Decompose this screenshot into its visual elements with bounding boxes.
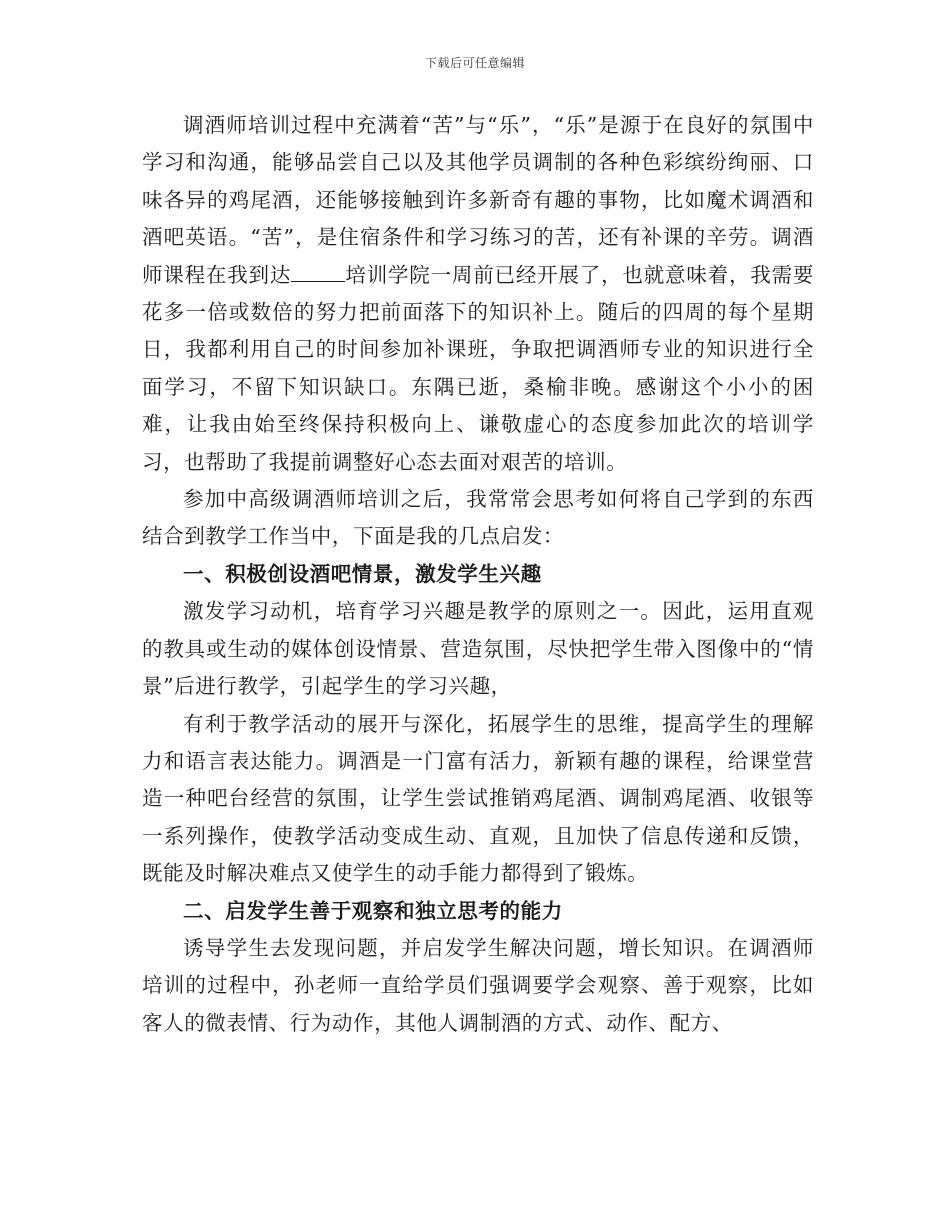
fill-in-blank — [291, 263, 345, 282]
paragraph-4: 有利于教学活动的展开与深化，拓展学生的思维，提高学生的理解力和语言表达能力。调酒是一门富有活力，新颖有趣的课程，给课堂营造一种吧台经营的氛围，让学生尝试推销鸡尾酒、调制鸡尾酒、收银等一系列操作，使教学活动变成生动、直观，且加快了信息传递和反馈，既能及时解决难点又使学生的动手能力都得到了锻炼。 — [142, 711, 814, 886]
section-heading-1: 一、积极创设酒吧情景，激发学生兴趣 — [183, 561, 542, 586]
paragraph-1 — [142, 107, 814, 481]
paragraph-5: 诱导学生去发现问题，并启发学生解决问题，增长知识。在调酒师培训的过程中，孙老师一直给学员们强调要学会观察、善于观察，比如客人的微表情、行为动作，其他人调制酒的方式、动作、配方、 — [142, 935, 814, 1035]
section-heading-2: 二、启发学生善于观察和独立思考的能力 — [183, 898, 563, 923]
document-body — [142, 107, 814, 1042]
paragraph-3: 激发学习动机，培育学习兴趣是教学的原则之一。因此，运用直观的教具或生动的媒体创设情景、营造氛围，尽快把学生带入图像中的“情景”后进行教学，引起学生的学习兴趣， — [142, 599, 814, 699]
paragraph-1-text-b: 培训学院一周前已经开展了，也就意味着，我需要花多一倍或数倍的努力把前面落下的知识补上。随后的四周的每个星期日，我都利用自己的时间参加补课班，争取把调酒师专业的知识进行全面学习，不留下知识缺口。东隅已逝，桑榆非晚。感谢这个小小的困难，让我由始至终保持积极向上、谦敬虚心的态度参加此次的培训学习，也帮助了我提前调整好心态去面对艰苦的培训。 — [142, 262, 814, 474]
paragraph-2: 参加中高级调酒师培训之后，我常常会思考如何将自己学到的东西结合到教学工作当中，下面是我的几点启发： — [142, 487, 814, 549]
page-header: 下载后可任意编辑 — [424, 56, 525, 70]
paragraph-1-text-a: 调酒师培训过程中充满着“苦”与“乐”，“乐”是源于在良好的氛围中学习和沟通，能够品尝自己以及其他学员调制的各种色彩缤纷绚丽、口味各异的鸡尾酒，还能够接触到许多新奇有趣的事物，比如魔术调酒和酒吧英语。“苦”，是住宿条件和学习练习的苦，还有补课的辛劳。调酒师课程在我到达 — [142, 113, 814, 287]
